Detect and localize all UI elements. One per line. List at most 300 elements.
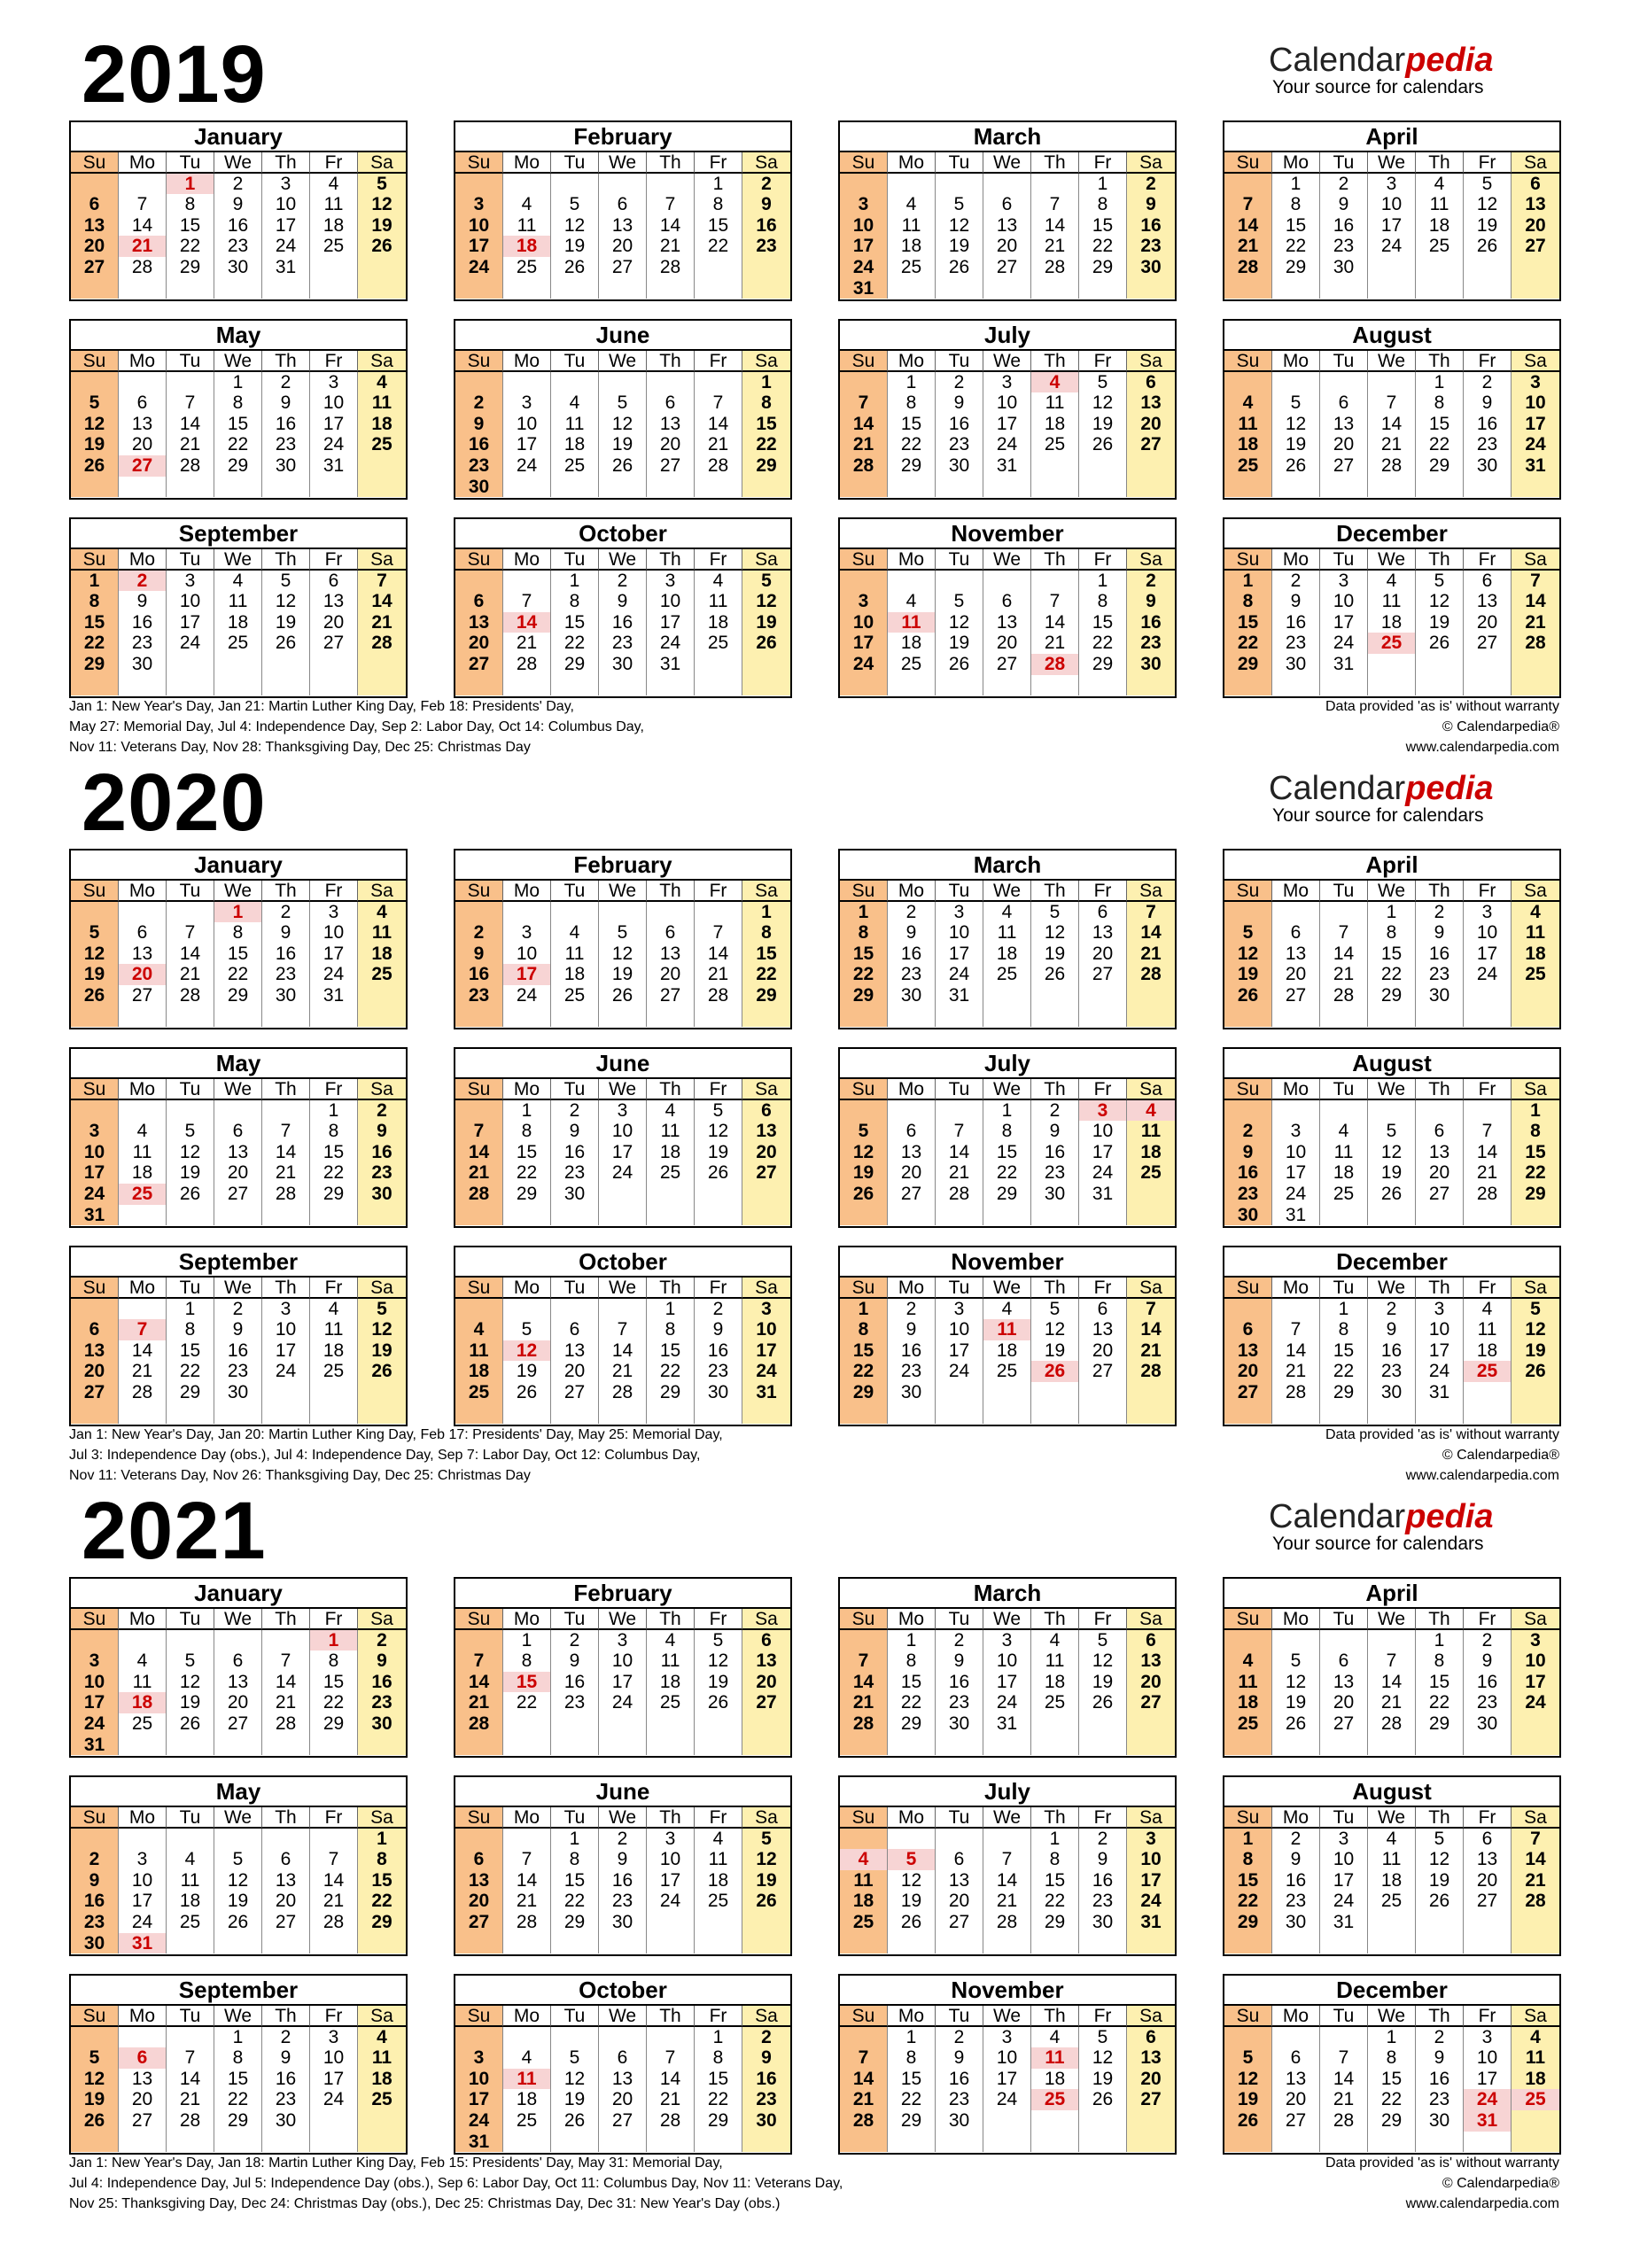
day-cell: 16: [1031, 1142, 1079, 1163]
day-cell: 10: [1127, 1849, 1175, 1870]
weekday-su: Su: [1224, 1609, 1272, 1630]
weekday-th: Th: [262, 1278, 310, 1299]
empty-cell: [167, 1100, 214, 1122]
month-title: October: [455, 1976, 790, 2006]
day-cell: 26: [1224, 985, 1272, 1006]
empty-cell: [1079, 477, 1127, 498]
day-cell: 12: [1368, 1142, 1416, 1163]
day-cell: 10: [936, 1319, 983, 1340]
week-row: [71, 675, 406, 696]
day-cell: 23: [551, 1162, 599, 1184]
day-cell: 17: [936, 1340, 983, 1362]
day-cell: 11: [119, 1142, 167, 1163]
day-cell: 18: [551, 434, 599, 455]
day-cell: 29: [1079, 654, 1127, 675]
weekday-su: Su: [71, 1807, 119, 1829]
day-cell: 15: [1512, 1142, 1559, 1163]
empty-cell: [1127, 1184, 1175, 1205]
week-row: [840, 1319, 1175, 1340]
day-cell: 5: [599, 392, 647, 414]
day-cell: 2: [551, 1630, 599, 1651]
day-cell: 22: [503, 1162, 551, 1184]
weekday-fr: Fr: [310, 2006, 358, 2027]
weekday-tu: Tu: [167, 351, 214, 372]
day-cell: 24: [310, 434, 358, 455]
day-cell: 27: [214, 1713, 262, 1735]
empty-cell: [936, 174, 983, 195]
day-cell: 10: [503, 414, 551, 435]
day-cell: 17: [1464, 944, 1512, 965]
weekday-th: Th: [1031, 1609, 1079, 1630]
week-row: [455, 1672, 790, 1693]
day-cell: 12: [503, 1340, 551, 1362]
weekday-header: [71, 1609, 406, 1630]
day-cell: 12: [71, 2069, 119, 2090]
day-cell: 7: [647, 2047, 695, 2069]
day-cell: 22: [983, 1162, 1031, 1184]
empty-cell: [840, 1100, 888, 1122]
day-cell: 3: [647, 1829, 695, 1850]
day-cell: 8: [888, 2047, 936, 2069]
weekday-mo: Mo: [888, 1609, 936, 1630]
weekday-su: Su: [71, 2006, 119, 2027]
day-cell: 14: [167, 414, 214, 435]
weekday-su: Su: [840, 1278, 888, 1299]
day-cell: 14: [503, 612, 551, 633]
weekday-sa: Sa: [742, 549, 790, 571]
weekday-header: [455, 351, 790, 372]
week-row: [1224, 236, 1559, 257]
month-july: [838, 319, 1177, 500]
week-row: [1224, 174, 1559, 195]
weekday-th: Th: [1416, 1278, 1464, 1299]
empty-cell: [1079, 278, 1127, 299]
day-cell: 28: [455, 1713, 503, 1735]
empty-cell: [551, 2132, 599, 2153]
day-cell: 27: [1127, 434, 1175, 455]
empty-cell: [358, 1735, 406, 1756]
day-cell: 27: [214, 1184, 262, 1205]
week-row: [840, 633, 1175, 654]
day-cell: 27: [742, 1692, 790, 1713]
week-row: [71, 902, 406, 923]
day-cell: 9: [119, 591, 167, 612]
empty-cell: [71, 1630, 119, 1651]
day-cell: 10: [1272, 1142, 1320, 1163]
day-cell: 21: [1464, 1162, 1512, 1184]
day-cell: 17: [840, 236, 888, 257]
day-cell: 8: [1224, 591, 1272, 612]
empty-cell: [358, 2110, 406, 2132]
day-cell: 28: [1320, 2110, 1368, 2132]
empty-cell: [214, 1735, 262, 1756]
week-row: [840, 591, 1175, 612]
day-cell: 9: [888, 1319, 936, 1340]
day-cell: 2: [1127, 174, 1175, 195]
weekday-sa: Sa: [742, 1807, 790, 1829]
empty-cell: [599, 902, 647, 923]
day-cell: 11: [119, 1672, 167, 1693]
weekday-mo: Mo: [1272, 1807, 1320, 1829]
day-cell: 22: [310, 1162, 358, 1184]
day-cell: 24: [1464, 2089, 1512, 2110]
empty-cell: [503, 571, 551, 592]
day-cell: 6: [647, 392, 695, 414]
day-cell: 13: [1320, 414, 1368, 435]
empty-cell: [214, 1100, 262, 1122]
week-row: [840, 215, 1175, 237]
weekday-header: [71, 1807, 406, 1829]
week-row: [840, 477, 1175, 498]
day-cell: 13: [1272, 944, 1320, 965]
day-cell: 1: [214, 2027, 262, 2048]
day-cell: 6: [1416, 1121, 1464, 1142]
week-row: [71, 571, 406, 592]
empty-cell: [119, 477, 167, 498]
empty-cell: [310, 2132, 358, 2153]
day-cell: 28: [1368, 1713, 1416, 1735]
month-november: [838, 1246, 1177, 1426]
week-row: [1224, 1829, 1559, 1850]
day-cell: 4: [1512, 2027, 1559, 2048]
weekday-mo: Mo: [119, 1807, 167, 1829]
week-row: [1224, 414, 1559, 435]
day-cell: 8: [840, 1319, 888, 1340]
day-cell: 23: [1127, 633, 1175, 654]
weekday-we: We: [1368, 152, 1416, 174]
empty-cell: [71, 1403, 119, 1425]
empty-cell: [1320, 1630, 1368, 1651]
day-cell: 20: [1320, 1692, 1368, 1713]
day-cell: 26: [599, 985, 647, 1006]
empty-cell: [310, 1382, 358, 1403]
day-cell: 11: [358, 922, 406, 944]
day-cell: 11: [695, 1849, 742, 1870]
empty-cell: [1127, 278, 1175, 299]
empty-cell: [647, 1713, 695, 1735]
empty-cell: [503, 2132, 551, 2153]
day-cell: 2: [358, 1100, 406, 1122]
day-cell: 10: [71, 1672, 119, 1693]
day-cell: 12: [742, 591, 790, 612]
day-cell: 1: [695, 174, 742, 195]
day-cell: 20: [1464, 612, 1512, 633]
weekday-fr: Fr: [1464, 1807, 1512, 1829]
week-row: [1224, 1299, 1559, 1320]
day-cell: 13: [310, 591, 358, 612]
day-cell: 16: [551, 1672, 599, 1693]
day-cell: 21: [695, 964, 742, 985]
empty-cell: [1416, 477, 1464, 498]
month-title: December: [1224, 1976, 1559, 2006]
empty-cell: [71, 675, 119, 696]
day-cell: 6: [742, 1100, 790, 1122]
weekday-tu: Tu: [936, 549, 983, 571]
month-title: February: [455, 122, 790, 152]
day-cell: 4: [1416, 174, 1464, 195]
day-cell: 12: [551, 215, 599, 237]
day-cell: 28: [119, 1382, 167, 1403]
day-cell: 22: [1320, 1361, 1368, 1382]
day-cell: 10: [119, 1870, 167, 1891]
weekday-fr: Fr: [1464, 2006, 1512, 2027]
day-cell: 9: [551, 1121, 599, 1142]
empty-cell: [888, 1205, 936, 1226]
week-row: [71, 654, 406, 675]
empty-cell: [551, 1713, 599, 1735]
week-row: [455, 2089, 790, 2110]
day-cell: 14: [840, 414, 888, 435]
empty-cell: [1320, 1205, 1368, 1226]
weekday-fr: Fr: [1079, 549, 1127, 571]
day-cell: 9: [1320, 194, 1368, 215]
day-cell: 24: [647, 1891, 695, 1912]
day-cell: 23: [1031, 1162, 1079, 1184]
empty-cell: [551, 902, 599, 923]
empty-cell: [119, 902, 167, 923]
week-row: [840, 236, 1175, 257]
week-row: [71, 257, 406, 278]
empty-cell: [1464, 1933, 1512, 1954]
day-cell: 25: [310, 1361, 358, 1382]
weekday-fr: Fr: [310, 881, 358, 902]
day-cell: 23: [1272, 633, 1320, 654]
empty-cell: [1127, 1382, 1175, 1403]
day-cell: 21: [1512, 1870, 1559, 1891]
week-row: [455, 964, 790, 985]
website-link[interactable]: www.calendarpedia.com: [1405, 740, 1559, 755]
weekday-mo: Mo: [1272, 1079, 1320, 1100]
empty-cell: [840, 675, 888, 696]
day-cell: 19: [358, 1340, 406, 1362]
weekday-sa: Sa: [358, 549, 406, 571]
empty-cell: [262, 1735, 310, 1756]
weekday-su: Su: [455, 2006, 503, 2027]
day-cell: 7: [1272, 1319, 1320, 1340]
day-cell: 2: [262, 372, 310, 393]
empty-cell: [455, 1630, 503, 1651]
weekday-sa: Sa: [742, 152, 790, 174]
day-cell: 7: [503, 591, 551, 612]
day-cell: 3: [455, 194, 503, 215]
day-cell: 14: [455, 1142, 503, 1163]
empty-cell: [599, 1403, 647, 1425]
day-cell: 3: [1127, 1829, 1175, 1850]
day-cell: 28: [840, 455, 888, 477]
day-cell: 19: [262, 612, 310, 633]
weekday-sa: Sa: [742, 351, 790, 372]
weekday-we: We: [599, 1609, 647, 1630]
day-cell: 25: [840, 1912, 888, 1933]
day-cell: 1: [1368, 902, 1416, 923]
year-title: 2020: [82, 757, 267, 848]
day-cell: 11: [551, 414, 599, 435]
weekday-header: [71, 881, 406, 902]
weekday-th: Th: [262, 351, 310, 372]
empty-cell: [1272, 1735, 1320, 1756]
day-cell: 20: [119, 2089, 167, 2110]
empty-cell: [214, 675, 262, 696]
empty-cell: [1512, 1912, 1559, 1933]
day-cell: 31: [1320, 1912, 1368, 1933]
website-link[interactable]: www.calendarpedia.com: [1405, 1468, 1559, 1483]
empty-cell: [1416, 1933, 1464, 1954]
day-cell: 3: [1512, 1630, 1559, 1651]
day-cell: 6: [455, 591, 503, 612]
day-cell: 31: [310, 455, 358, 477]
weekday-tu: Tu: [551, 1609, 599, 1630]
day-cell: 19: [1272, 434, 1320, 455]
day-cell: 8: [742, 922, 790, 944]
brand-name-main: Calendar: [1269, 770, 1406, 807]
day-cell: 9: [1127, 591, 1175, 612]
weekday-header: [455, 1609, 790, 1630]
empty-cell: [647, 174, 695, 195]
empty-cell: [647, 1006, 695, 1028]
empty-cell: [1368, 1006, 1416, 1028]
day-cell: 14: [1368, 414, 1416, 435]
day-cell: 5: [71, 392, 119, 414]
day-cell: 10: [455, 215, 503, 237]
day-cell: 6: [455, 1849, 503, 1870]
weekday-th: Th: [647, 1609, 695, 1630]
day-cell: 4: [1127, 1100, 1175, 1122]
empty-cell: [888, 675, 936, 696]
day-cell: 22: [1031, 1891, 1079, 1912]
day-cell: 10: [1512, 392, 1559, 414]
week-row: [1224, 455, 1559, 477]
day-cell: 16: [936, 414, 983, 435]
day-cell: 16: [888, 944, 936, 965]
empty-cell: [71, 477, 119, 498]
day-cell: 7: [167, 392, 214, 414]
day-cell: 26: [1079, 1692, 1127, 1713]
day-cell: 23: [1416, 2089, 1464, 2110]
day-cell: 15: [647, 1340, 695, 1362]
day-cell: 27: [71, 1382, 119, 1403]
day-cell: 21: [1512, 612, 1559, 633]
empty-cell: [358, 654, 406, 675]
empty-cell: [742, 1205, 790, 1226]
day-cell: 2: [936, 2027, 983, 2048]
day-cell: 30: [1416, 985, 1464, 1006]
day-cell: 14: [599, 1340, 647, 1362]
week-row: [840, 1403, 1175, 1425]
weekday-tu: Tu: [936, 1807, 983, 1829]
day-cell: 20: [214, 1692, 262, 1713]
day-cell: 18: [1224, 1692, 1272, 1713]
empty-cell: [455, 1735, 503, 1756]
week-row: [840, 654, 1175, 675]
day-cell: 23: [936, 434, 983, 455]
empty-cell: [599, 174, 647, 195]
day-cell: 1: [310, 1630, 358, 1651]
day-cell: 11: [1512, 2047, 1559, 2069]
day-cell: 2: [888, 902, 936, 923]
day-cell: 16: [1416, 2069, 1464, 2090]
day-cell: 9: [262, 922, 310, 944]
day-cell: 30: [599, 654, 647, 675]
day-cell: 18: [1416, 215, 1464, 237]
day-cell: 30: [742, 2110, 790, 2132]
day-cell: 29: [647, 1382, 695, 1403]
day-cell: 19: [167, 1162, 214, 1184]
day-cell: 8: [742, 392, 790, 414]
empty-cell: [119, 1735, 167, 1756]
day-cell: 12: [936, 612, 983, 633]
day-cell: 15: [1416, 1672, 1464, 1693]
day-cell: 2: [358, 1630, 406, 1651]
day-cell: 18: [840, 1891, 888, 1912]
day-cell: 20: [214, 1162, 262, 1184]
day-cell: 25: [455, 1382, 503, 1403]
day-cell: 30: [599, 1912, 647, 1933]
month-may: [69, 1775, 408, 1956]
day-cell: 29: [214, 2110, 262, 2132]
day-cell: 2: [1416, 2027, 1464, 2048]
week-row: [1224, 675, 1559, 696]
empty-cell: [310, 654, 358, 675]
day-cell: 14: [262, 1142, 310, 1163]
empty-cell: [503, 477, 551, 498]
week-row: [840, 985, 1175, 1006]
day-cell: 12: [1224, 2069, 1272, 2090]
week-row: [71, 1692, 406, 1713]
day-cell: 1: [1272, 174, 1320, 195]
day-cell: 30: [1368, 1382, 1416, 1403]
empty-cell: [742, 477, 790, 498]
day-cell: 27: [1416, 1184, 1464, 1205]
empty-cell: [1031, 455, 1079, 477]
day-cell: 13: [983, 215, 1031, 237]
day-cell: 4: [214, 571, 262, 592]
week-row: [71, 1142, 406, 1163]
weekday-fr: Fr: [695, 152, 742, 174]
empty-cell: [167, 1933, 214, 1954]
day-cell: 4: [119, 1651, 167, 1672]
weekday-header: [1224, 881, 1559, 902]
empty-cell: [551, 372, 599, 393]
empty-cell: [1512, 1382, 1559, 1403]
day-cell: 15: [1272, 215, 1320, 237]
day-cell: 13: [742, 1121, 790, 1142]
empty-cell: [1464, 278, 1512, 299]
month-july: [838, 1047, 1177, 1228]
day-cell: 14: [119, 215, 167, 237]
website-link[interactable]: www.calendarpedia.com: [1405, 2196, 1559, 2211]
weekday-th: Th: [1416, 351, 1464, 372]
week-row: [1224, 1630, 1559, 1651]
day-cell: 22: [1079, 633, 1127, 654]
day-cell: 20: [647, 964, 695, 985]
day-cell: 26: [167, 1184, 214, 1205]
weekday-th: Th: [1416, 549, 1464, 571]
day-cell: 25: [647, 1162, 695, 1184]
weekday-we: We: [983, 1079, 1031, 1100]
day-cell: 28: [310, 1912, 358, 1933]
week-row: [455, 654, 790, 675]
day-cell: 11: [1368, 1849, 1416, 1870]
day-cell: 14: [119, 1340, 167, 1362]
day-cell: 26: [1416, 1891, 1464, 1912]
day-cell: 16: [1464, 1672, 1512, 1693]
month-january: [69, 849, 408, 1029]
month-june: [454, 1775, 792, 1956]
day-cell: 19: [358, 215, 406, 237]
day-cell: 24: [1320, 633, 1368, 654]
day-cell: 3: [262, 1299, 310, 1320]
day-cell: 26: [695, 1162, 742, 1184]
